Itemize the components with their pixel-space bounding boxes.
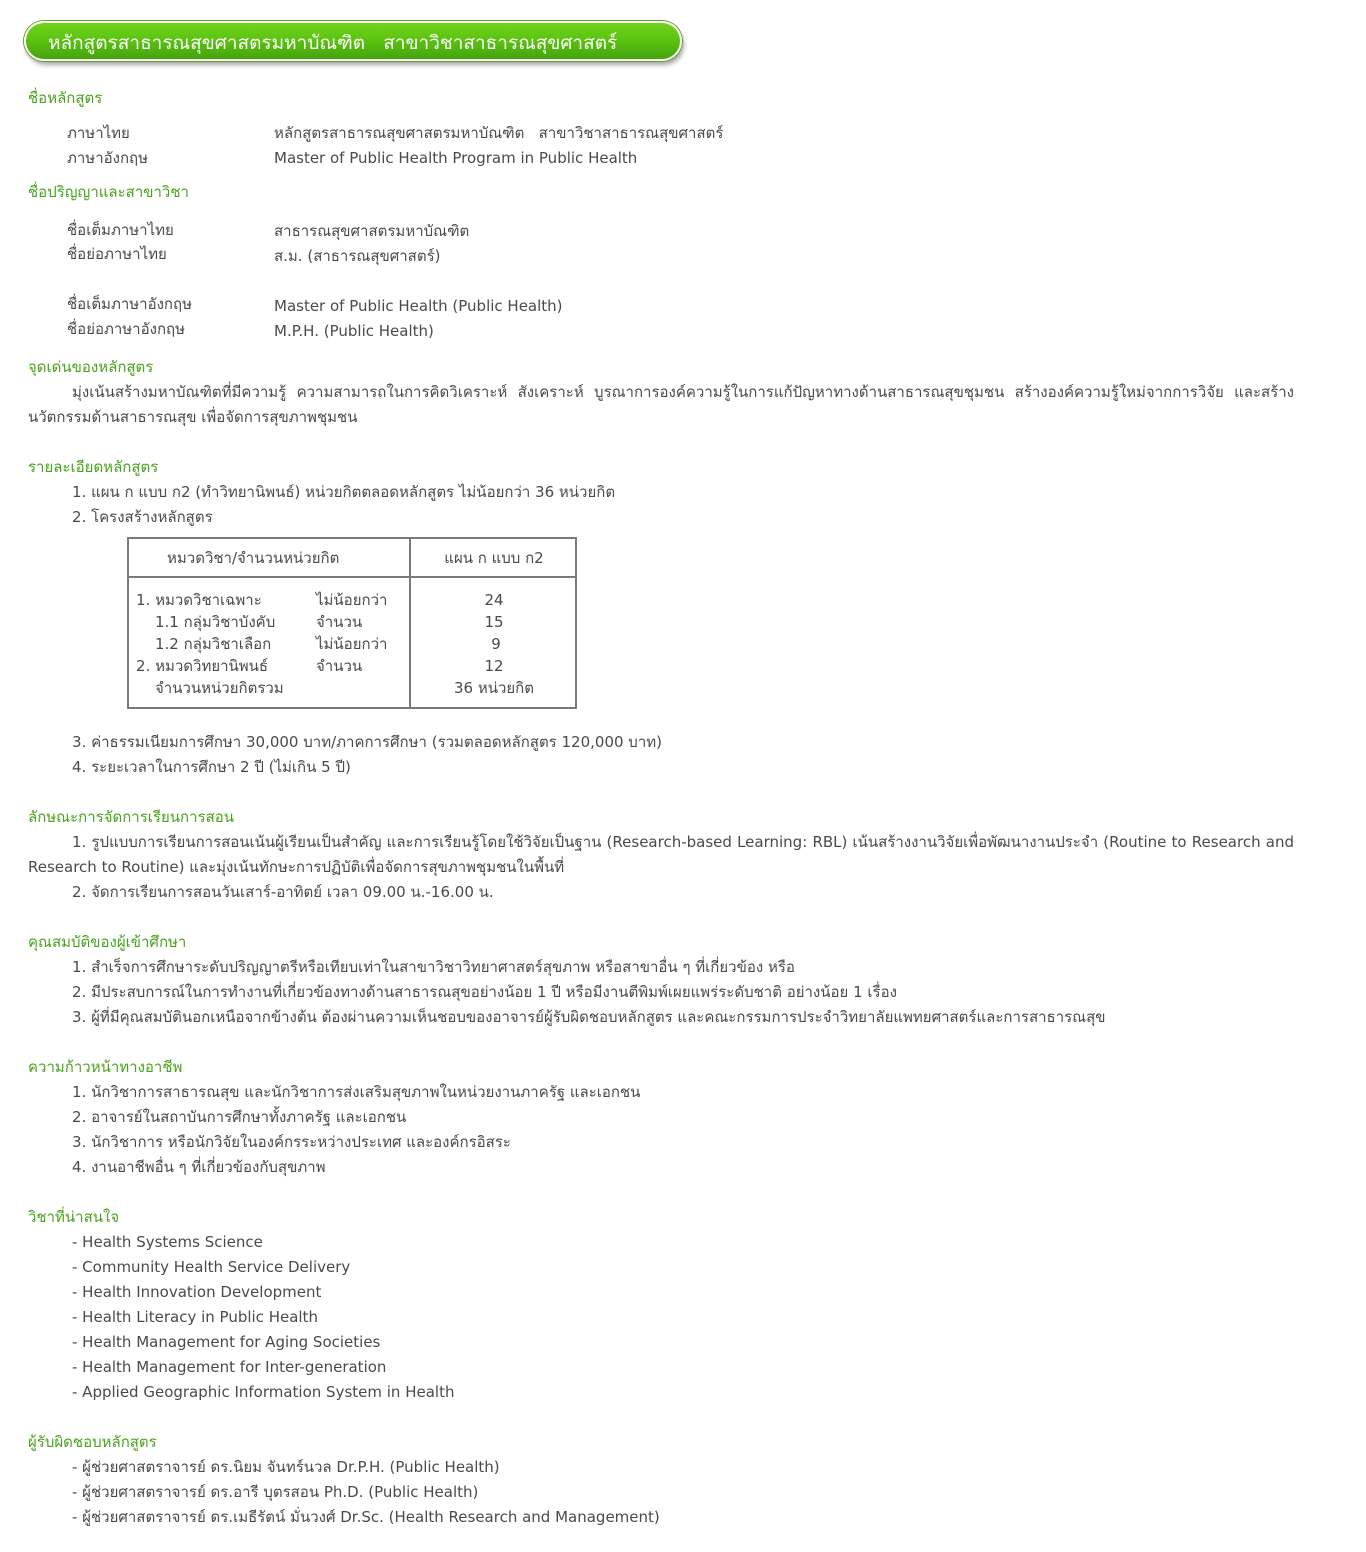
career-item: 3. นักวิชาการ หรือนักวิจัยในองค์กรระหว่างประเทศ และองค์กรอิสระ xyxy=(72,1133,511,1151)
faculty-item: - ผู้ช่วยศาสตราจารย์ ดร.นิยม จันทร์นวล Dr.P.H. (Public Health) xyxy=(72,1458,500,1476)
credit-structure-table xyxy=(127,537,577,709)
short-thai-label: ชื่อย่อภาษาไทย xyxy=(67,245,167,263)
faculty-item: - ผู้ช่วยศาสตราจารย์ ดร.อารี บุตรสอน Ph.D. (Public Health) xyxy=(72,1483,479,1501)
table-row-qualifier: ไม่น้อยกว่า xyxy=(316,635,388,653)
subject-item: - Community Health Service Delivery xyxy=(72,1258,351,1276)
full-english-label: ชื่อเต็มภาษาอังกฤษ xyxy=(67,295,192,313)
subject-item: - Health Literacy in Public Health xyxy=(72,1308,318,1326)
faculty-item: - ผู้ช่วยศาสตราจารย์ ดร.เมธีรัตน์ มั่นวงศ์ Dr.Sc. (Health Research and Management) xyxy=(72,1508,660,1526)
career-item: 1. นักวิชาการสาธารณสุข และนักวิชาการส่งเสริมสุขภาพในหน่วยงานภาครัฐ และเอกชน xyxy=(72,1083,641,1101)
section-heading-degree: ชื่อปริญญาและสาขาวิชา xyxy=(28,183,189,201)
section-heading-subjects: วิชาที่น่าสนใจ xyxy=(28,1208,120,1226)
details-item-4: 4. ระยะเวลาในการศึกษา 2 ปี (ไม่เกิน 5 ปี) xyxy=(72,758,351,776)
section-heading-details: รายละเอียดหลักสูตร xyxy=(28,458,159,476)
table-total-credits: 36 หน่วยกิต xyxy=(453,679,535,697)
section-heading-careers: ความก้าวหน้าทางอาชีพ xyxy=(28,1058,183,1076)
short-english-label: ชื่อย่อภาษาอังกฤษ xyxy=(67,320,185,338)
table-row-name: 1.2 กลุ่มวิชาเลือก xyxy=(155,635,272,653)
details-item-3: 3. ค่าธรรมเนียมการศึกษา 30,000 บาท/ภาคการศึกษา (รวมตลอดหลักสูตร 120,000 บาท) xyxy=(72,733,662,751)
table-row-credits: 15 xyxy=(484,613,504,631)
subject-item: - Applied Geographic Information System in Health xyxy=(72,1383,455,1401)
career-item: 4. งานอาชีพอื่น ๆ ที่เกี่ยวข้องกับสุขภาพ xyxy=(72,1158,326,1176)
table-row-name: 1.1 กลุ่มวิชาบังคับ xyxy=(155,613,276,631)
subject-item: - Health Management for Aging Societies xyxy=(72,1333,381,1351)
qualification-item: 1. สำเร็จการศึกษาระดับปริญญาตรีหรือเทียบเท่าในสาขาวิชาวิทยาศาสตร์สุขภาพ หรือสาขาอื่น ๆ ที่เกี่ยวข้อง หรือ xyxy=(72,958,795,976)
career-item: 2. อาจารย์ในสถาบันการศึกษาทั้งภาครัฐ และเอกชน xyxy=(72,1108,407,1126)
table-row-name: 2. หมวดวิทยานิพนธ์ xyxy=(136,657,269,675)
subject-item: - Health Innovation Development xyxy=(72,1283,322,1301)
details-item-1: 1. แผน ก แบบ ก2 (ทำวิทยานิพนธ์) หน่วยกิตตลอดหลักสูตร ไม่น้อยกว่า 36 หน่วยกิต xyxy=(72,483,616,501)
english-name-value: Master of Public Health Program in Public Health xyxy=(274,149,638,167)
full-thai-label: ชื่อเต็มภาษาไทย xyxy=(67,221,174,239)
full-english-value: Master of Public Health (Public Health) xyxy=(274,297,563,315)
section-heading-highlights: จุดเด่นของหลักสูตร xyxy=(28,358,154,376)
table-header-divider xyxy=(129,576,575,578)
table-total-label: จำนวนหน่วยกิตรวม xyxy=(155,679,284,697)
table-header-category: หมวดวิชา/จำนวนหน่วยกิต xyxy=(167,549,340,567)
table-row-qualifier: จำนวน xyxy=(316,657,363,675)
section-heading-qualifications: คุณสมบัติของผู้เข้าศึกษา xyxy=(28,933,187,951)
section-heading-faculty: ผู้รับผิดชอบหลักสูตร xyxy=(28,1433,157,1451)
table-header-plan: แผน ก แบบ ก2 xyxy=(444,549,544,567)
table-row-credits: 12 xyxy=(484,657,504,675)
english-name-label: ภาษาอังกฤษ xyxy=(67,149,149,167)
table-row-credits: 24 xyxy=(484,591,504,609)
details-item-2: 2. โครงสร้างหลักสูตร xyxy=(72,508,213,526)
subject-item: - Health Management for Inter-generation xyxy=(72,1358,387,1376)
table-row-name: 1. หมวดวิชาเฉพาะ xyxy=(136,591,262,609)
qualification-item: 2. มีประสบการณ์ในการทำงานที่เกี่ยวข้องทางด้านสาธารณสุขอย่างน้อย 1 ปี หรือมีงานตีพิมพ์เผยแพร่ระดับชาติ อย่างน้อย 1 เรื่อง xyxy=(72,983,897,1001)
highlights-text: มุ่งเน้นสร้างมหาบัณฑิตที่มีความรู้ ความสามารถในการคิดวิเคราะห์ สังเคราะห์ บูรณาการองค์ความรู้ในการแก้ปัญหาทางด้านสาธารณสุขชุมชน สร้างองค์ความรู้ใหม่จากการวิจัย และสร้างนวัตกรรมด้านสาธารณสุข เพื่อจัดการสุขภาพชุมชน xyxy=(28,383,1294,426)
thai-name-value: หลักสูตรสาธารณสุขศาสตรมหาบัณฑิต สาขาวิชาสาธารณสุขศาสตร์ xyxy=(274,124,724,142)
full-thai-value: สาธารณสุขศาสตรมหาบัณฑิต xyxy=(274,222,470,240)
short-thai-value: ส.ม. (สาธารณสุขศาสตร์) xyxy=(274,247,441,265)
subject-item: - Health Systems Science xyxy=(72,1233,263,1251)
teaching-item-1: 1. รูปแบบการเรียนการสอนเน้นผู้เรียนเป็นสำคัญ และการเรียนรู้โดยใช้วิจัยเป็นฐาน (Research-based Learning: RBL) เน้นสร้างงานวิจัยเพื่อพัฒนางานประจำ (Routine to Research and Research to Routine) และมุ่งเน้นทักษะการปฏิบัติเพื่อจัดการสุขภาพชุมชนในพื้นที่ xyxy=(28,833,1294,876)
thai-name-label: ภาษาไทย xyxy=(67,124,130,142)
short-english-value: M.P.H. (Public Health) xyxy=(274,322,434,340)
table-row-credits: 9 xyxy=(491,635,501,653)
table-row-qualifier: จำนวน xyxy=(316,613,363,631)
page-title-banner: หลักสูตรสาธารณสุขศาสตรมหาบัณฑิต สาขาวิชาสาธารณสุขศาสตร์ xyxy=(24,21,682,61)
qualification-item: 3. ผู้ที่มีคุณสมบัตินอกเหนือจากข้างต้น ต้องผ่านความเห็นชอบของอาจารย์ผู้รับผิดชอบหลักสูตร และคณะกรรมการประจำวิทยาลัยแพทยศาสตร์และการสาธารณสุข xyxy=(72,1008,1106,1026)
section-heading-program-name: ชื่อหลักสูตร xyxy=(28,89,103,107)
teaching-item-2: 2. จัดการเรียนการสอนวันเสาร์-อาทิตย์ เวลา 09.00 น.-16.00 น. xyxy=(72,883,494,901)
table-row-qualifier: ไม่น้อยกว่า xyxy=(316,591,388,609)
section-heading-teaching: ลักษณะการจัดการเรียนการสอน xyxy=(28,808,234,826)
